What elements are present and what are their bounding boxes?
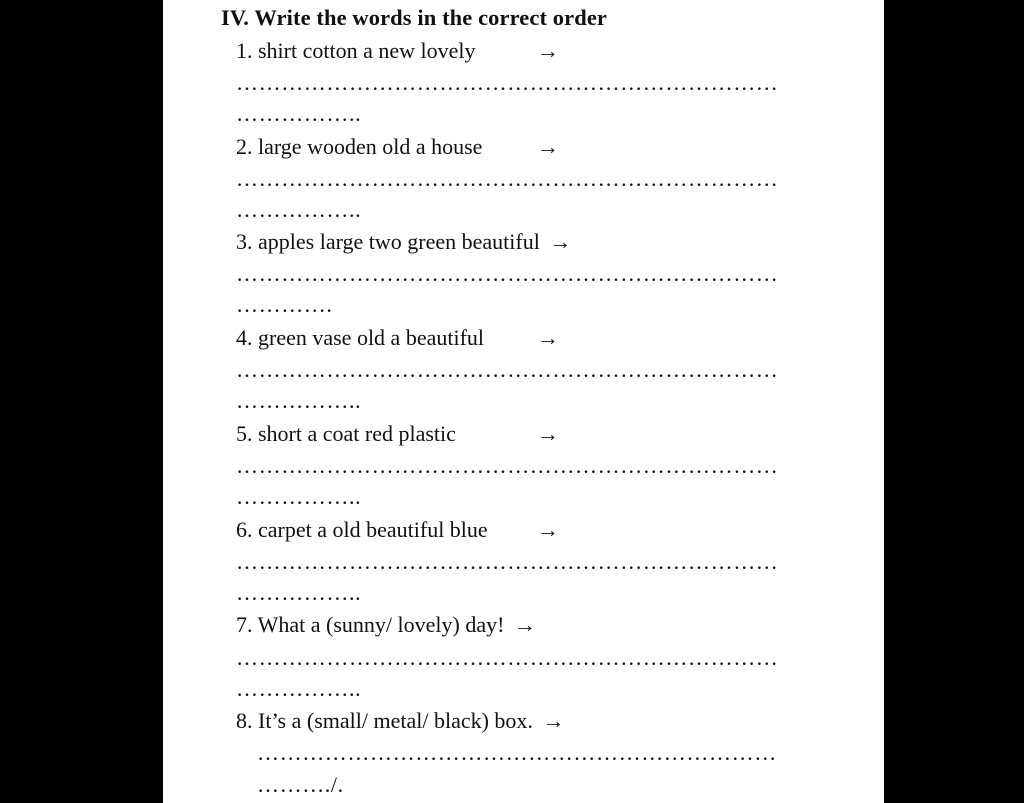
answer-line-3a[interactable]: ……………………………………………………………… [236, 261, 779, 286]
question-5-text: 5. short a coat red plastic [236, 421, 456, 446]
arrow-icon: → [513, 612, 536, 637]
arrow-icon: → [537, 517, 559, 542]
answer-line-5b[interactable]: …………….. [236, 484, 362, 509]
question-2 [236, 134, 482, 160]
section-heading: IV. Write the words in the correct order [221, 5, 608, 30]
question-7-text: 7. What a (sunny/ lovely) day! [236, 612, 505, 637]
answer-line-4a[interactable]: ……………………………………………………………… [236, 357, 779, 382]
question-4 [236, 325, 484, 351]
answer-line-7a[interactable]: ……………………………………………………………… [236, 645, 779, 670]
answer-line-1a[interactable]: ……………………………………………………………… [236, 70, 779, 95]
question-3 [236, 229, 571, 255]
answer-line-7b[interactable]: …………….. [236, 676, 362, 701]
question-5 [236, 421, 456, 447]
question-8-text: 8. It’s a (small/ metal/ black) box. [236, 708, 533, 733]
question-4-text: 4. green vase old a beautiful [236, 325, 485, 350]
question-2-text: 2. large wooden old a house [236, 134, 483, 159]
answer-line-2a[interactable]: ……………………………………………………………… [236, 166, 779, 191]
answer-line-1b[interactable]: …………….. [236, 101, 362, 126]
question-1-text: 1. shirt cotton a new lovely [236, 38, 476, 63]
answer-line-8a[interactable]: …………………………………………………………… [257, 740, 777, 765]
arrow-icon: → [537, 421, 559, 446]
arrow-icon: → [549, 229, 572, 254]
answer-line-3b[interactable]: …………. [236, 292, 333, 317]
answer-line-5a[interactable]: ……………………………………………………………… [236, 453, 779, 478]
worksheet-page [163, 0, 884, 803]
answer-line-6a[interactable]: ……………………………………………………………… [236, 549, 779, 574]
question-1 [236, 38, 476, 64]
answer-line-4b[interactable]: …………….. [236, 388, 362, 413]
answer-line-6b[interactable]: …………….. [236, 580, 362, 605]
answer-line-8b[interactable]: ………./. [257, 772, 344, 797]
arrow-icon: → [537, 38, 559, 63]
arrow-icon: → [537, 325, 559, 350]
answer-line-2b[interactable]: …………….. [236, 197, 362, 222]
question-6 [236, 517, 488, 543]
question-6-text: 6. carpet a old beautiful blue [236, 517, 488, 542]
arrow-icon: → [542, 708, 565, 733]
question-3-text: 3. apples large two green beautiful [236, 229, 540, 254]
question-8 [236, 708, 564, 734]
question-7 [236, 612, 536, 638]
arrow-icon: → [537, 134, 559, 159]
